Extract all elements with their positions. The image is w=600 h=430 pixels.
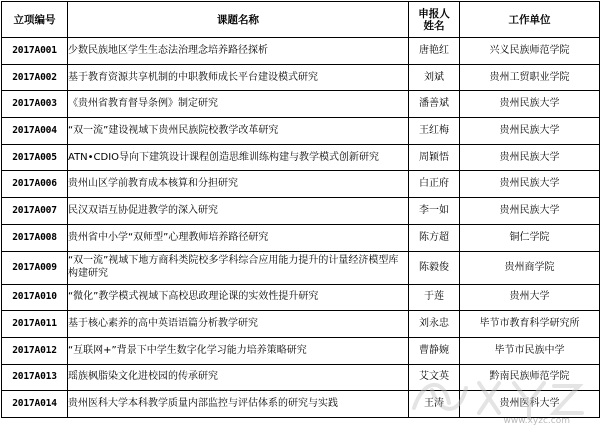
code-cell: 2017A011 (2, 311, 68, 338)
table-row (2, 171, 600, 198)
title-cell: ATN•CDIO导向下建筑设计课程创造思维训练构建与教学模式创新研究 (68, 144, 409, 171)
table-row (2, 198, 600, 225)
code-cell: 2017A006 (2, 171, 68, 198)
header-title: 课题名称 (68, 2, 409, 38)
applicant-cell: 曹静婉 (409, 337, 460, 364)
applicant-cell: 李一如 (409, 198, 460, 225)
header-unit: 工作单位 (460, 2, 600, 38)
title-cell: 贵州医科大学本科教学质量内部监控与评估体系的研究与实践 (68, 391, 409, 418)
applicant-cell: 陈方超 (409, 224, 460, 251)
unit-cell: 兴义民族师范学院 (460, 38, 600, 65)
table-row (2, 311, 600, 338)
table-row (2, 251, 600, 284)
code-cell: 2017A013 (2, 364, 68, 391)
table-row (2, 144, 600, 171)
table-row (2, 391, 600, 418)
code-cell: 2017A004 (2, 118, 68, 145)
unit-cell: 贵州商学院 (460, 251, 600, 284)
applicant-cell: 潘善斌 (409, 91, 460, 118)
table-row (2, 364, 600, 391)
title-cell: 贵州省中小学“双师型”心理教师培养路径研究 (68, 224, 409, 251)
code-cell: 2017A003 (2, 91, 68, 118)
header-applicant (409, 2, 460, 38)
applicant-cell: 周颖悟 (409, 144, 460, 171)
unit-cell: 贵州民族大学 (460, 91, 600, 118)
applicant-cell: 于莲 (409, 284, 460, 311)
applicant-cell: 刘斌 (409, 64, 460, 91)
code-cell: 2017A007 (2, 198, 68, 225)
code-cell: 2017A012 (2, 337, 68, 364)
table-row (2, 91, 600, 118)
unit-cell: 贵州民族大学 (460, 144, 600, 171)
header-applicant-line2: 姓名 (423, 19, 445, 32)
table-row (2, 284, 600, 311)
title-cell: “互联网+”背景下中学生数字化学习能力培养策略研究 (68, 337, 409, 364)
unit-cell: 贵州民族大学 (460, 198, 600, 225)
title-cell: 民汉双语互协促进教学的深入研究 (68, 198, 409, 225)
unit-cell: 贵州工贸职业学院 (460, 64, 600, 91)
title-cell: 《贵州省教育督导条例》制定研究 (68, 91, 409, 118)
table-row (2, 118, 600, 145)
table-row (2, 337, 600, 364)
title-cell: 贵州山区学前教育成本核算和分担研究 (68, 171, 409, 198)
table-header-row (2, 2, 600, 38)
unit-cell: 黔南民族师范学院 (460, 364, 600, 391)
applicant-cell: 刘永忠 (409, 311, 460, 338)
unit-cell: 贵州医科大学 (460, 391, 600, 418)
title-cell: “微化”教学模式视域下高校思政理论课的实效性提升研究 (68, 284, 409, 311)
project-table (1, 1, 600, 418)
code-cell: 2017A008 (2, 224, 68, 251)
applicant-cell: 王红梅 (409, 118, 460, 145)
code-cell: 2017A002 (2, 64, 68, 91)
applicant-cell: 唐艳红 (409, 38, 460, 65)
code-cell: 2017A001 (2, 38, 68, 65)
unit-cell: 贵州民族大学 (460, 171, 600, 198)
table-row (2, 38, 600, 65)
applicant-cell: 白正府 (409, 171, 460, 198)
title-cell: 瑶族枫脂染文化进校园的传承研究 (68, 364, 409, 391)
unit-cell: 毕节市教育科学研究所 (460, 311, 600, 338)
header-applicant-line1: 申报人 (418, 7, 450, 20)
table-row (2, 64, 600, 91)
code-cell: 2017A010 (2, 284, 68, 311)
header-code: 立项编号 (2, 2, 68, 38)
applicant-cell: 王涛 (409, 391, 460, 418)
title-cell: 少数民族地区学生生态法治理念培养路径探析 (68, 38, 409, 65)
title-cell: “双一流”建设视域下贵州民族院校教学改革研究 (68, 118, 409, 145)
code-cell: 2017A005 (2, 144, 68, 171)
unit-cell: 贵州大学 (460, 284, 600, 311)
title-cell: 基于核心素养的高中英语语篇分析教学研究 (68, 311, 409, 338)
applicant-cell: 艾文英 (409, 364, 460, 391)
unit-cell: 铜仁学院 (460, 224, 600, 251)
title-cell: “双一流”视域下地方商科类院校多学科综合应用能力提升的计量经济模型库构建研究 (68, 251, 409, 284)
table-row (2, 224, 600, 251)
unit-cell: 贵州民族大学 (460, 118, 600, 145)
title-cell: 基于教育资源共享机制的中职教师成长平台建设模式研究 (68, 64, 409, 91)
code-cell: 2017A009 (2, 251, 68, 284)
code-cell: 2017A014 (2, 391, 68, 418)
watermark-text: www.xyzc.com (503, 416, 570, 426)
applicant-cell: 陈毅俊 (409, 251, 460, 284)
unit-cell: 毕节市民族中学 (460, 337, 600, 364)
